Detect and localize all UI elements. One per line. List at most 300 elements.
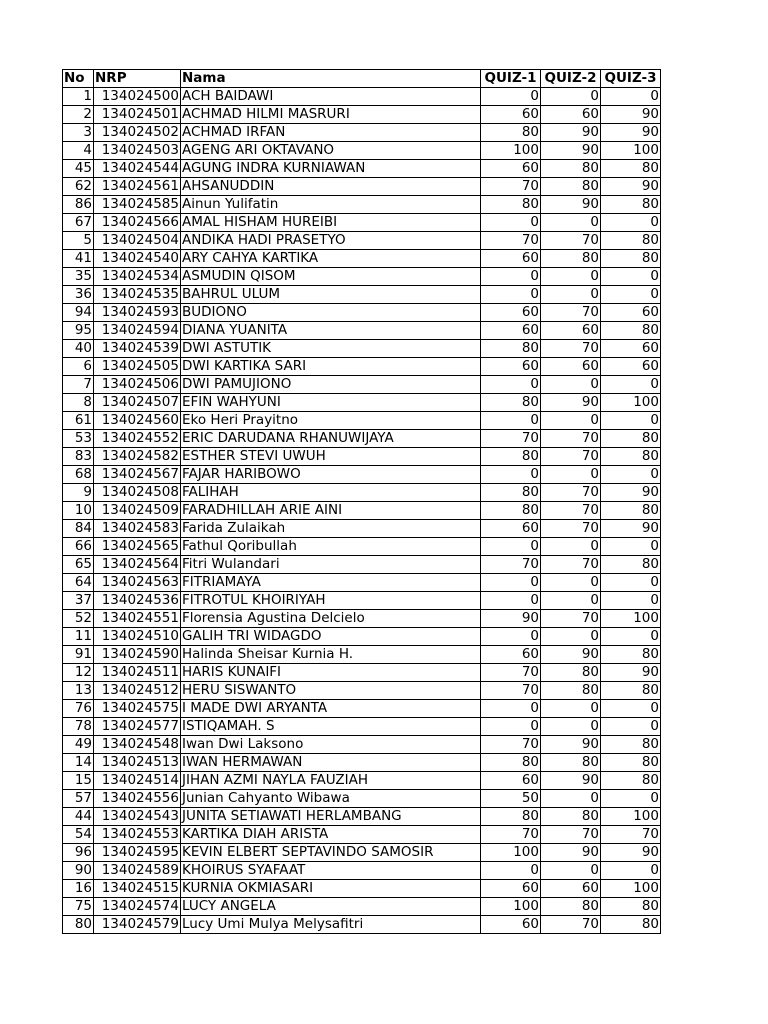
cell-nrp: 134024564: [94, 556, 181, 574]
table-row: [63, 322, 661, 340]
table-row: [63, 304, 661, 322]
cell-quiz-2: 80: [541, 664, 601, 682]
cell-quiz-2: 90: [541, 142, 601, 160]
cell-quiz-3: 0: [601, 718, 661, 736]
cell-nama: Fathul Qoribullah: [181, 538, 481, 556]
cell-quiz-1: 70: [481, 736, 541, 754]
cell-nrp: 134024593: [94, 304, 181, 322]
cell-nrp: 134024566: [94, 214, 181, 232]
cell-nama: Lucy Umi Mulya Melysafitri: [181, 916, 481, 934]
table-row: [63, 610, 661, 628]
cell-nama: AHSANUDDIN: [181, 178, 481, 196]
cell-no: 64: [63, 574, 94, 592]
cell-nrp: 134024500: [94, 88, 181, 106]
table-row: [63, 502, 661, 520]
cell-quiz-1: 60: [481, 520, 541, 538]
cell-quiz-2: 0: [541, 790, 601, 808]
cell-quiz-1: 0: [481, 538, 541, 556]
cell-quiz-2: 70: [541, 520, 601, 538]
cell-quiz-2: 80: [541, 682, 601, 700]
table-row: [63, 844, 661, 862]
cell-quiz-2: 0: [541, 88, 601, 106]
cell-quiz-2: 80: [541, 178, 601, 196]
cell-nrp: 134024548: [94, 736, 181, 754]
cell-quiz-3: 60: [601, 304, 661, 322]
cell-nama: BUDIONO: [181, 304, 481, 322]
cell-nama: Halinda Sheisar Kurnia H.: [181, 646, 481, 664]
table-row: [63, 664, 661, 682]
table-row: [63, 196, 661, 214]
cell-no: 4: [63, 142, 94, 160]
cell-quiz-3: 0: [601, 286, 661, 304]
cell-quiz-2: 0: [541, 376, 601, 394]
cell-quiz-2: 70: [541, 430, 601, 448]
cell-quiz-1: 70: [481, 430, 541, 448]
cell-no: 75: [63, 898, 94, 916]
cell-quiz-1: 70: [481, 556, 541, 574]
cell-nrp: 134024501: [94, 106, 181, 124]
cell-quiz-1: 0: [481, 700, 541, 718]
cell-quiz-3: 80: [601, 196, 661, 214]
table-row: [63, 862, 661, 880]
cell-quiz-1: 60: [481, 322, 541, 340]
cell-nama: HERU SISWANTO: [181, 682, 481, 700]
cell-no: 94: [63, 304, 94, 322]
cell-no: 40: [63, 340, 94, 358]
cell-quiz-1: 60: [481, 358, 541, 376]
cell-no: 49: [63, 736, 94, 754]
cell-nama: HARIS KUNAIFI: [181, 664, 481, 682]
cell-quiz-2: 80: [541, 754, 601, 772]
cell-nrp: 134024561: [94, 178, 181, 196]
header-nrp: NRP: [94, 70, 181, 88]
cell-no: 61: [63, 412, 94, 430]
cell-nama: EFIN WAHYUNI: [181, 394, 481, 412]
cell-quiz-2: 0: [541, 700, 601, 718]
cell-nama: ACHMAD IRFAN: [181, 124, 481, 142]
header-no: No: [63, 70, 94, 88]
cell-no: 76: [63, 700, 94, 718]
cell-nrp: 134024590: [94, 646, 181, 664]
table-row: [63, 178, 661, 196]
cell-no: 35: [63, 268, 94, 286]
cell-nrp: 134024502: [94, 124, 181, 142]
cell-quiz-1: 0: [481, 268, 541, 286]
cell-quiz-2: 90: [541, 736, 601, 754]
cell-no: 13: [63, 682, 94, 700]
cell-quiz-3: 80: [601, 430, 661, 448]
table-row: [63, 808, 661, 826]
table-row: [63, 286, 661, 304]
cell-quiz-1: 0: [481, 376, 541, 394]
cell-nrp: 134024585: [94, 196, 181, 214]
cell-quiz-3: 80: [601, 772, 661, 790]
cell-quiz-1: 60: [481, 772, 541, 790]
cell-nrp: 134024552: [94, 430, 181, 448]
cell-quiz-1: 0: [481, 628, 541, 646]
cell-quiz-1: 60: [481, 646, 541, 664]
cell-quiz-1: 60: [481, 250, 541, 268]
cell-quiz-1: 60: [481, 880, 541, 898]
cell-quiz-2: 0: [541, 466, 601, 484]
cell-quiz-3: 80: [601, 448, 661, 466]
cell-no: 78: [63, 718, 94, 736]
cell-quiz-1: 80: [481, 754, 541, 772]
cell-quiz-1: 60: [481, 106, 541, 124]
cell-nama: JUNITA SETIAWATI HERLAMBANG: [181, 808, 481, 826]
cell-nrp: 134024563: [94, 574, 181, 592]
cell-quiz-3: 80: [601, 646, 661, 664]
cell-nama: ERIC DARUDANA RHANUWIJAYA: [181, 430, 481, 448]
cell-quiz-1: 0: [481, 862, 541, 880]
cell-no: 62: [63, 178, 94, 196]
cell-no: 95: [63, 322, 94, 340]
table-row: [63, 466, 661, 484]
table-row: [63, 484, 661, 502]
cell-quiz-1: 80: [481, 340, 541, 358]
cell-nama: AGENG ARI OKTAVANO: [181, 142, 481, 160]
table-row: [63, 394, 661, 412]
cell-quiz-2: 0: [541, 268, 601, 286]
cell-quiz-1: 0: [481, 286, 541, 304]
cell-quiz-3: 90: [601, 844, 661, 862]
cell-quiz-3: 90: [601, 106, 661, 124]
cell-quiz-2: 90: [541, 196, 601, 214]
cell-no: 96: [63, 844, 94, 862]
cell-quiz-1: 100: [481, 142, 541, 160]
cell-quiz-1: 70: [481, 826, 541, 844]
cell-quiz-3: 0: [601, 214, 661, 232]
cell-nrp: 134024551: [94, 610, 181, 628]
cell-nrp: 134024589: [94, 862, 181, 880]
table-row: [63, 682, 661, 700]
cell-quiz-1: 80: [481, 502, 541, 520]
cell-quiz-1: 70: [481, 232, 541, 250]
cell-quiz-3: 0: [601, 412, 661, 430]
cell-quiz-2: 60: [541, 322, 601, 340]
cell-nrp: 134024508: [94, 484, 181, 502]
cell-no: 66: [63, 538, 94, 556]
cell-quiz-3: 60: [601, 340, 661, 358]
cell-nrp: 134024515: [94, 880, 181, 898]
cell-quiz-3: 0: [601, 88, 661, 106]
table-row: [63, 826, 661, 844]
cell-nama: FITROTUL KHOIRIYAH: [181, 592, 481, 610]
cell-quiz-3: 80: [601, 736, 661, 754]
cell-nama: DWI KARTIKA SARI: [181, 358, 481, 376]
cell-nrp: 134024509: [94, 502, 181, 520]
cell-nrp: 134024560: [94, 412, 181, 430]
cell-no: 14: [63, 754, 94, 772]
cell-no: 5: [63, 232, 94, 250]
cell-quiz-2: 0: [541, 574, 601, 592]
cell-no: 37: [63, 592, 94, 610]
cell-quiz-1: 80: [481, 124, 541, 142]
cell-quiz-3: 0: [601, 466, 661, 484]
cell-nrp: 134024575: [94, 700, 181, 718]
cell-quiz-3: 0: [601, 376, 661, 394]
cell-quiz-1: 100: [481, 844, 541, 862]
cell-nama: DIANA YUANITA: [181, 322, 481, 340]
cell-no: 86: [63, 196, 94, 214]
table-row: [63, 916, 661, 934]
cell-quiz-3: 80: [601, 322, 661, 340]
cell-nama: ARY CAHYA KARTIKA: [181, 250, 481, 268]
cell-nama: ACH BAIDAWI: [181, 88, 481, 106]
cell-nrp: 134024583: [94, 520, 181, 538]
table-row: [63, 772, 661, 790]
cell-nama: JIHAN AZMI NAYLA FAUZIAH: [181, 772, 481, 790]
cell-nrp: 134024594: [94, 322, 181, 340]
cell-quiz-1: 0: [481, 214, 541, 232]
cell-quiz-3: 90: [601, 484, 661, 502]
cell-no: 6: [63, 358, 94, 376]
cell-nama: FARADHILLAH ARIE AINI: [181, 502, 481, 520]
header-quiz-2: QUIZ-2: [541, 70, 601, 88]
cell-quiz-2: 60: [541, 358, 601, 376]
cell-nama: Junian Cahyanto Wibawa: [181, 790, 481, 808]
cell-no: 36: [63, 286, 94, 304]
cell-quiz-2: 90: [541, 772, 601, 790]
cell-quiz-3: 0: [601, 574, 661, 592]
cell-nrp: 134024534: [94, 268, 181, 286]
cell-nama: Iwan Dwi Laksono: [181, 736, 481, 754]
cell-no: 7: [63, 376, 94, 394]
cell-quiz-2: 0: [541, 862, 601, 880]
cell-no: 57: [63, 790, 94, 808]
cell-nama: AMAL HISHAM HUREIBI: [181, 214, 481, 232]
cell-quiz-1: 0: [481, 718, 541, 736]
cell-quiz-3: 0: [601, 862, 661, 880]
cell-nrp: 134024504: [94, 232, 181, 250]
cell-quiz-3: 100: [601, 808, 661, 826]
cell-quiz-1: 70: [481, 682, 541, 700]
cell-quiz-1: 0: [481, 592, 541, 610]
cell-nama: ANDIKA HADI PRASETYO: [181, 232, 481, 250]
cell-nama: GALIH TRI WIDAGDO: [181, 628, 481, 646]
cell-nama: ISTIQAMAH. S: [181, 718, 481, 736]
cell-nama: KURNIA OKMIASARI: [181, 880, 481, 898]
cell-quiz-2: 70: [541, 448, 601, 466]
cell-quiz-2: 90: [541, 844, 601, 862]
cell-quiz-3: 80: [601, 898, 661, 916]
cell-nama: KARTIKA DIAH ARISTA: [181, 826, 481, 844]
cell-no: 3: [63, 124, 94, 142]
cell-no: 41: [63, 250, 94, 268]
cell-quiz-3: 90: [601, 664, 661, 682]
cell-quiz-1: 70: [481, 664, 541, 682]
cell-no: 2: [63, 106, 94, 124]
cell-nama: Ainun Yulifatin: [181, 196, 481, 214]
cell-no: 53: [63, 430, 94, 448]
table-row: [63, 106, 661, 124]
cell-quiz-2: 70: [541, 232, 601, 250]
table-row: [63, 250, 661, 268]
header-nama: Nama: [181, 70, 481, 88]
cell-quiz-2: 80: [541, 898, 601, 916]
cell-no: 16: [63, 880, 94, 898]
cell-quiz-3: 0: [601, 538, 661, 556]
cell-quiz-1: 80: [481, 196, 541, 214]
cell-no: 84: [63, 520, 94, 538]
table-row: [63, 718, 661, 736]
cell-nrp: 134024539: [94, 340, 181, 358]
cell-nama: DWI PAMUJIONO: [181, 376, 481, 394]
cell-quiz-1: 0: [481, 574, 541, 592]
table-row: [63, 736, 661, 754]
cell-quiz-3: 100: [601, 142, 661, 160]
cell-nrp: 134024582: [94, 448, 181, 466]
cell-no: 9: [63, 484, 94, 502]
header-row: [63, 70, 661, 88]
cell-quiz-3: 100: [601, 610, 661, 628]
table-row: [63, 700, 661, 718]
cell-quiz-3: 80: [601, 682, 661, 700]
grades-table: [62, 69, 661, 934]
table-row: [63, 124, 661, 142]
cell-quiz-2: 90: [541, 394, 601, 412]
cell-no: 90: [63, 862, 94, 880]
cell-no: 52: [63, 610, 94, 628]
cell-quiz-1: 70: [481, 178, 541, 196]
cell-nama: BAHRUL ULUM: [181, 286, 481, 304]
cell-no: 44: [63, 808, 94, 826]
table-row: [63, 790, 661, 808]
cell-no: 91: [63, 646, 94, 664]
table-row: [63, 556, 661, 574]
cell-nrp: 134024577: [94, 718, 181, 736]
cell-quiz-2: 70: [541, 502, 601, 520]
cell-quiz-2: 0: [541, 286, 601, 304]
cell-quiz-3: 80: [601, 502, 661, 520]
cell-no: 11: [63, 628, 94, 646]
table-row: [63, 340, 661, 358]
cell-quiz-3: 80: [601, 160, 661, 178]
cell-nrp: 134024565: [94, 538, 181, 556]
table-row: [63, 412, 661, 430]
cell-quiz-2: 60: [541, 106, 601, 124]
cell-no: 1: [63, 88, 94, 106]
table-row: [63, 628, 661, 646]
cell-quiz-3: 80: [601, 916, 661, 934]
cell-quiz-3: 90: [601, 178, 661, 196]
cell-quiz-1: 0: [481, 412, 541, 430]
cell-nrp: 134024556: [94, 790, 181, 808]
cell-quiz-1: 60: [481, 916, 541, 934]
cell-quiz-3: 80: [601, 556, 661, 574]
cell-nrp: 134024543: [94, 808, 181, 826]
cell-nrp: 134024512: [94, 682, 181, 700]
cell-quiz-3: 0: [601, 268, 661, 286]
cell-quiz-2: 80: [541, 250, 601, 268]
cell-nama: Farida Zulaikah: [181, 520, 481, 538]
cell-no: 54: [63, 826, 94, 844]
table-row: [63, 268, 661, 286]
cell-nrp: 134024510: [94, 628, 181, 646]
table-row: [63, 358, 661, 376]
cell-quiz-2: 70: [541, 556, 601, 574]
table-row: [63, 880, 661, 898]
cell-quiz-1: 80: [481, 808, 541, 826]
table-row: [63, 142, 661, 160]
cell-quiz-1: 50: [481, 790, 541, 808]
cell-quiz-2: 0: [541, 538, 601, 556]
cell-no: 65: [63, 556, 94, 574]
cell-quiz-1: 100: [481, 898, 541, 916]
cell-nrp: 134024506: [94, 376, 181, 394]
header-quiz-1: QUIZ-1: [481, 70, 541, 88]
cell-quiz-2: 70: [541, 304, 601, 322]
cell-nrp: 134024567: [94, 466, 181, 484]
cell-quiz-3: 90: [601, 124, 661, 142]
cell-no: 45: [63, 160, 94, 178]
cell-no: 10: [63, 502, 94, 520]
table-row: [63, 232, 661, 250]
cell-quiz-2: 70: [541, 610, 601, 628]
cell-nrp: 134024514: [94, 772, 181, 790]
cell-nrp: 134024503: [94, 142, 181, 160]
cell-nama: Florensia Agustina Delcielo: [181, 610, 481, 628]
cell-quiz-1: 80: [481, 394, 541, 412]
cell-nama: KHOIRUS SYAFAAT: [181, 862, 481, 880]
header-quiz-3: QUIZ-3: [601, 70, 661, 88]
cell-quiz-2: 90: [541, 646, 601, 664]
cell-quiz-2: 0: [541, 592, 601, 610]
cell-quiz-3: 100: [601, 880, 661, 898]
cell-nama: AGUNG INDRA KURNIAWAN: [181, 160, 481, 178]
cell-quiz-3: 0: [601, 700, 661, 718]
cell-nama: IWAN HERMAWAN: [181, 754, 481, 772]
cell-no: 68: [63, 466, 94, 484]
cell-nrp: 134024540: [94, 250, 181, 268]
table-row: [63, 754, 661, 772]
table-row: [63, 592, 661, 610]
cell-quiz-3: 80: [601, 250, 661, 268]
cell-nama: FITRIAMAYA: [181, 574, 481, 592]
cell-no: 8: [63, 394, 94, 412]
cell-quiz-2: 70: [541, 340, 601, 358]
cell-quiz-2: 0: [541, 412, 601, 430]
cell-nrp: 134024579: [94, 916, 181, 934]
cell-nama: FAJAR HARIBOWO: [181, 466, 481, 484]
cell-quiz-3: 80: [601, 754, 661, 772]
table-row: [63, 430, 661, 448]
table-row: [63, 448, 661, 466]
cell-nama: ESTHER STEVI UWUH: [181, 448, 481, 466]
cell-nama: LUCY ANGELA: [181, 898, 481, 916]
cell-quiz-2: 0: [541, 214, 601, 232]
cell-quiz-3: 90: [601, 520, 661, 538]
cell-quiz-1: 60: [481, 304, 541, 322]
cell-quiz-3: 0: [601, 628, 661, 646]
cell-quiz-1: 0: [481, 466, 541, 484]
table-row: [63, 160, 661, 178]
cell-quiz-1: 80: [481, 484, 541, 502]
cell-quiz-2: 80: [541, 808, 601, 826]
cell-quiz-1: 0: [481, 88, 541, 106]
cell-nrp: 134024535: [94, 286, 181, 304]
cell-quiz-3: 80: [601, 232, 661, 250]
table-row: [63, 898, 661, 916]
cell-quiz-3: 70: [601, 826, 661, 844]
cell-quiz-2: 0: [541, 628, 601, 646]
table-row: [63, 574, 661, 592]
cell-no: 83: [63, 448, 94, 466]
table-row: [63, 646, 661, 664]
cell-quiz-1: 90: [481, 610, 541, 628]
table-row: [63, 214, 661, 232]
cell-no: 12: [63, 664, 94, 682]
